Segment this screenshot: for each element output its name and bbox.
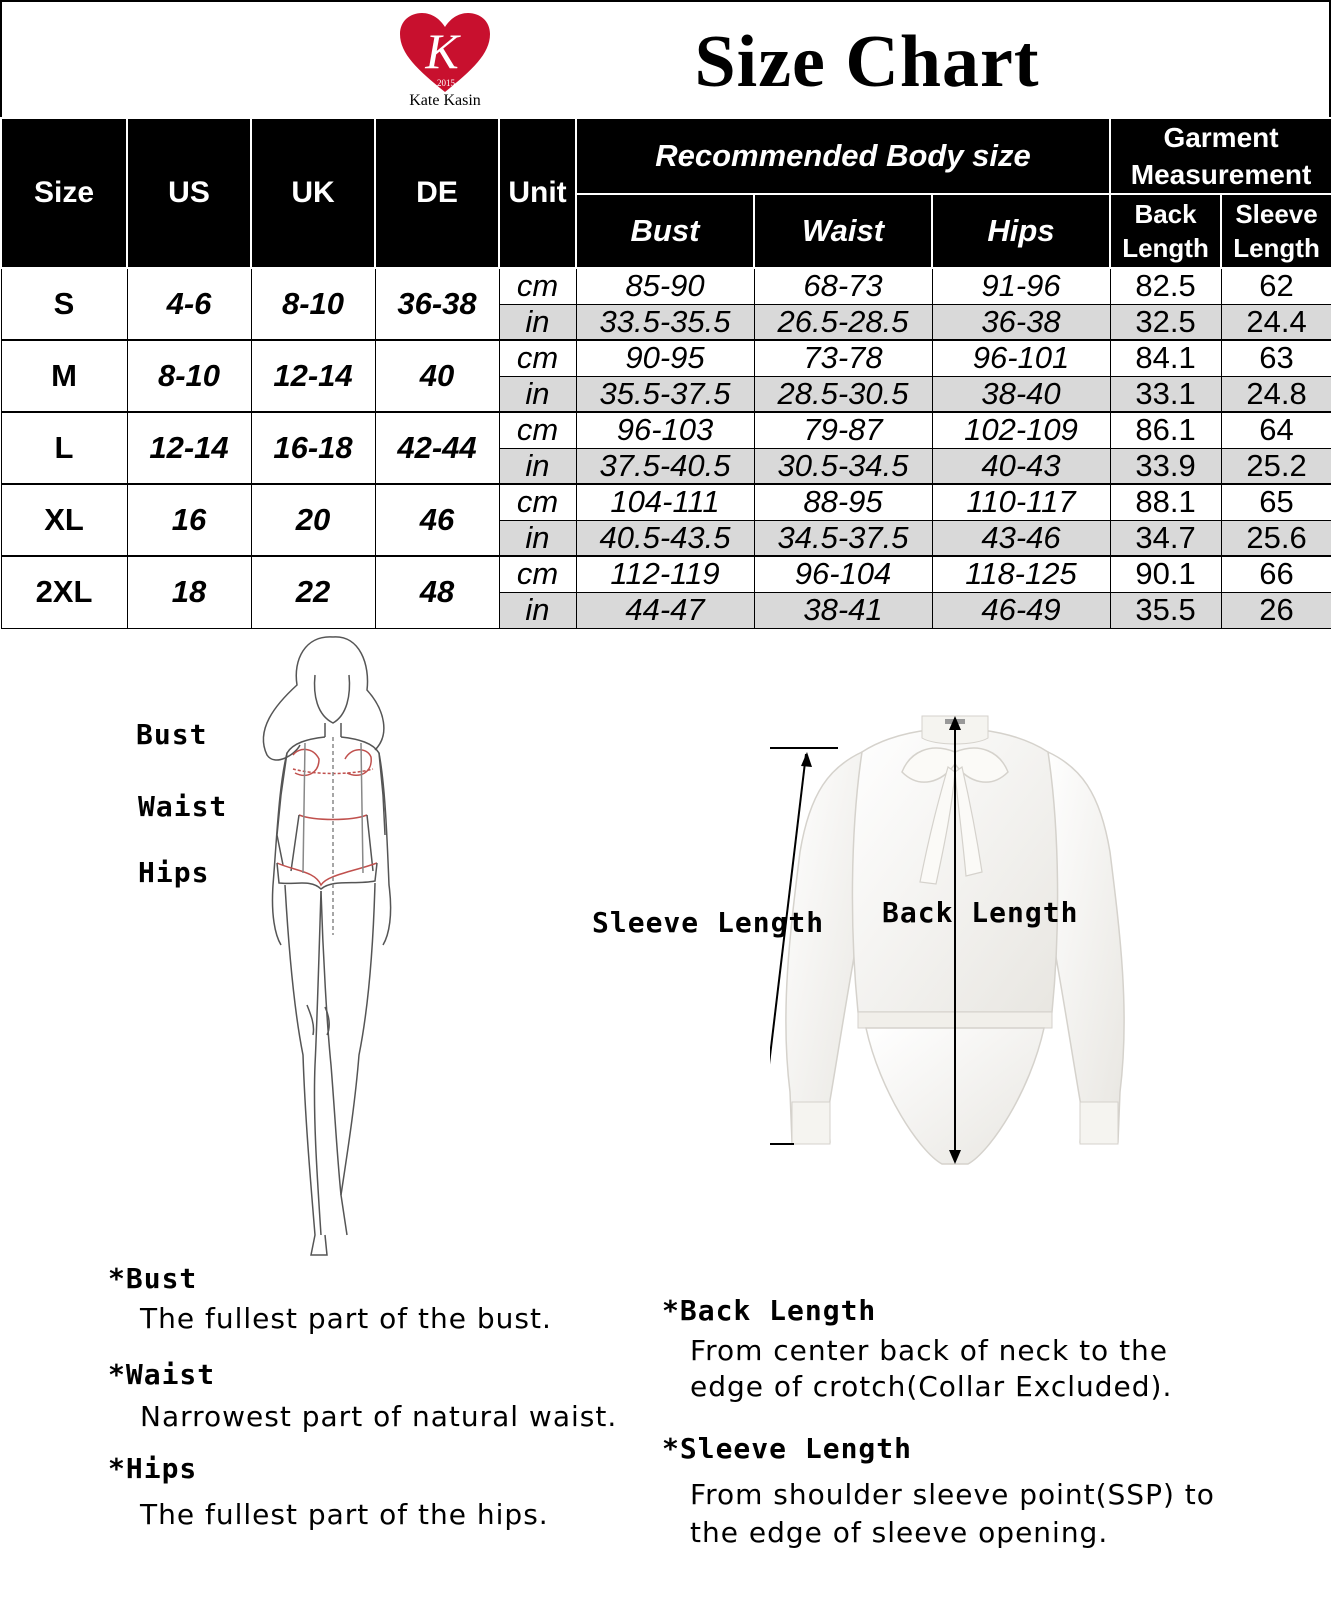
sleeve-length-in: 25.2 bbox=[1221, 448, 1331, 484]
waist-cm: 96-104 bbox=[754, 556, 932, 592]
hips-cm: 96-101 bbox=[932, 340, 1110, 376]
definition-hips-text: The fullest part of the hips. bbox=[140, 1498, 549, 1531]
figure-label-hips: Hips bbox=[138, 856, 210, 889]
bust-in: 44-47 bbox=[576, 592, 754, 628]
bust-cm: 96-103 bbox=[576, 412, 754, 448]
logo-letter: K bbox=[425, 23, 459, 79]
sleeve-length-in: 24.8 bbox=[1221, 376, 1331, 412]
uk-size: 12-14 bbox=[251, 340, 375, 412]
waist-in: 38-41 bbox=[754, 592, 932, 628]
unit-in: in bbox=[499, 304, 576, 340]
uk-size: 8-10 bbox=[251, 268, 375, 340]
size-table bbox=[0, 117, 1331, 629]
us-size: 16 bbox=[127, 484, 251, 556]
header-uk: UK bbox=[251, 118, 375, 268]
definition-back-length-line2: edge of crotch(Collar Excluded). bbox=[690, 1370, 1173, 1403]
definition-hips-title: *Hips bbox=[108, 1452, 198, 1485]
header-recommended-body-size: Recommended Body size bbox=[576, 118, 1110, 194]
unit-cm: cm bbox=[499, 412, 576, 448]
header-back-line2: Length bbox=[1122, 233, 1209, 263]
de-size: 48 bbox=[375, 556, 499, 628]
sleeve-length-in: 24.4 bbox=[1221, 304, 1331, 340]
garment-label-back-length: Back Length bbox=[882, 896, 1079, 929]
us-size: 18 bbox=[127, 556, 251, 628]
size-label: S bbox=[1, 268, 127, 340]
hips-cm: 102-109 bbox=[932, 412, 1110, 448]
bust-in: 33.5-35.5 bbox=[576, 304, 754, 340]
header-back-length bbox=[1110, 194, 1221, 268]
header-garment-measurement bbox=[1110, 118, 1331, 194]
back-length-in: 33.9 bbox=[1110, 448, 1221, 484]
de-size: 42-44 bbox=[375, 412, 499, 484]
bust-in: 40.5-43.5 bbox=[576, 520, 754, 556]
table-row bbox=[1, 268, 1331, 304]
bust-cm: 85-90 bbox=[576, 268, 754, 304]
back-length-in: 32.5 bbox=[1110, 304, 1221, 340]
hips-cm: 91-96 bbox=[932, 268, 1110, 304]
definition-waist-text: Narrowest part of natural waist. bbox=[140, 1400, 618, 1433]
back-length-in: 35.5 bbox=[1110, 592, 1221, 628]
garment-label-sleeve-length: Sleeve Length bbox=[592, 906, 825, 939]
back-length-cm: 88.1 bbox=[1110, 484, 1221, 520]
unit-cm: cm bbox=[499, 484, 576, 520]
header-sleeve-line2: Length bbox=[1233, 233, 1320, 263]
header bbox=[0, 0, 1331, 118]
brand-logo bbox=[394, 12, 496, 112]
header-size: Size bbox=[1, 118, 127, 268]
hips-in: 43-46 bbox=[932, 520, 1110, 556]
definition-back-length-line1: From center back of neck to the bbox=[690, 1334, 1169, 1367]
waist-cm: 88-95 bbox=[754, 484, 932, 520]
bust-cm: 104-111 bbox=[576, 484, 754, 520]
table-row bbox=[1, 412, 1331, 448]
sleeve-length-cm: 63 bbox=[1221, 340, 1331, 376]
header-de: DE bbox=[375, 118, 499, 268]
sleeve-length-in: 25.6 bbox=[1221, 520, 1331, 556]
definition-bust-title: *Bust bbox=[108, 1262, 198, 1295]
header-hips: Hips bbox=[932, 194, 1110, 268]
header-sleeve-line1: Sleeve bbox=[1235, 199, 1318, 229]
sleeve-length-in: 26 bbox=[1221, 592, 1331, 628]
page-title: Size Chart bbox=[694, 21, 1040, 103]
back-length-cm: 86.1 bbox=[1110, 412, 1221, 448]
definition-sleeve-length-line2: the edge of sleeve opening. bbox=[690, 1516, 1109, 1549]
definition-bust-text: The fullest part of the bust. bbox=[140, 1302, 552, 1335]
us-size: 12-14 bbox=[127, 412, 251, 484]
header-garment-line1: Garment bbox=[1163, 122, 1279, 153]
logo-year: 2015 bbox=[437, 78, 455, 88]
header-sleeve-length bbox=[1221, 194, 1331, 268]
table-row bbox=[1, 340, 1331, 376]
unit-in: in bbox=[499, 592, 576, 628]
hips-in: 40-43 bbox=[932, 448, 1110, 484]
waist-in: 28.5-30.5 bbox=[754, 376, 932, 412]
back-length-cm: 90.1 bbox=[1110, 556, 1221, 592]
size-label: XL bbox=[1, 484, 127, 556]
waist-in: 30.5-34.5 bbox=[754, 448, 932, 484]
header-unit: Unit bbox=[499, 118, 576, 268]
bust-in: 35.5-37.5 bbox=[576, 376, 754, 412]
unit-cm: cm bbox=[499, 268, 576, 304]
table-row bbox=[1, 556, 1331, 592]
size-label: M bbox=[1, 340, 127, 412]
figure-label-waist: Waist bbox=[138, 790, 228, 823]
hips-in: 38-40 bbox=[932, 376, 1110, 412]
bodysuit-icon bbox=[770, 712, 1140, 1192]
header-bust: Bust bbox=[576, 194, 754, 268]
hips-cm: 110-117 bbox=[932, 484, 1110, 520]
definition-sleeve-length-title: *Sleeve Length bbox=[662, 1432, 913, 1465]
hips-cm: 118-125 bbox=[932, 556, 1110, 592]
definition-back-length-title: *Back Length bbox=[662, 1294, 877, 1327]
waist-cm: 68-73 bbox=[754, 268, 932, 304]
heart-k-logo-icon bbox=[398, 12, 492, 94]
sleeve-length-cm: 64 bbox=[1221, 412, 1331, 448]
unit-in: in bbox=[499, 376, 576, 412]
uk-size: 20 bbox=[251, 484, 375, 556]
size-label: 2XL bbox=[1, 556, 127, 628]
sleeve-length-cm: 65 bbox=[1221, 484, 1331, 520]
header-waist: Waist bbox=[754, 194, 932, 268]
us-size: 4-6 bbox=[127, 268, 251, 340]
de-size: 46 bbox=[375, 484, 499, 556]
back-length-in: 34.7 bbox=[1110, 520, 1221, 556]
header-us: US bbox=[127, 118, 251, 268]
waist-cm: 73-78 bbox=[754, 340, 932, 376]
table-row bbox=[1, 484, 1331, 520]
uk-size: 16-18 bbox=[251, 412, 375, 484]
fashion-figure-icon bbox=[255, 635, 415, 1270]
unit-cm: cm bbox=[499, 556, 576, 592]
brand-name: Kate Kasin bbox=[409, 92, 481, 109]
unit-in: in bbox=[499, 520, 576, 556]
waist-in: 26.5-28.5 bbox=[754, 304, 932, 340]
hips-in: 36-38 bbox=[932, 304, 1110, 340]
bust-cm: 112-119 bbox=[576, 556, 754, 592]
us-size: 8-10 bbox=[127, 340, 251, 412]
bust-in: 37.5-40.5 bbox=[576, 448, 754, 484]
size-label: L bbox=[1, 412, 127, 484]
uk-size: 22 bbox=[251, 556, 375, 628]
unit-cm: cm bbox=[499, 340, 576, 376]
de-size: 36-38 bbox=[375, 268, 499, 340]
figure-label-bust: Bust bbox=[136, 718, 208, 751]
de-size: 40 bbox=[375, 340, 499, 412]
back-length-in: 33.1 bbox=[1110, 376, 1221, 412]
waist-in: 34.5-37.5 bbox=[754, 520, 932, 556]
unit-in: in bbox=[499, 448, 576, 484]
header-garment-line2: Measurement bbox=[1130, 159, 1312, 190]
waist-cm: 79-87 bbox=[754, 412, 932, 448]
definition-sleeve-length-line1: From shoulder sleeve point(SSP) to bbox=[690, 1478, 1215, 1511]
definition-waist-title: *Waist bbox=[108, 1358, 216, 1391]
hips-in: 46-49 bbox=[932, 592, 1110, 628]
header-back-line1: Back bbox=[1134, 199, 1197, 229]
bust-cm: 90-95 bbox=[576, 340, 754, 376]
sleeve-length-cm: 62 bbox=[1221, 268, 1331, 304]
back-length-cm: 84.1 bbox=[1110, 340, 1221, 376]
bodysuit-garment-image bbox=[770, 712, 1140, 1192]
sleeve-length-cm: 66 bbox=[1221, 556, 1331, 592]
back-length-cm: 82.5 bbox=[1110, 268, 1221, 304]
body-figure-sketch bbox=[255, 635, 415, 1270]
